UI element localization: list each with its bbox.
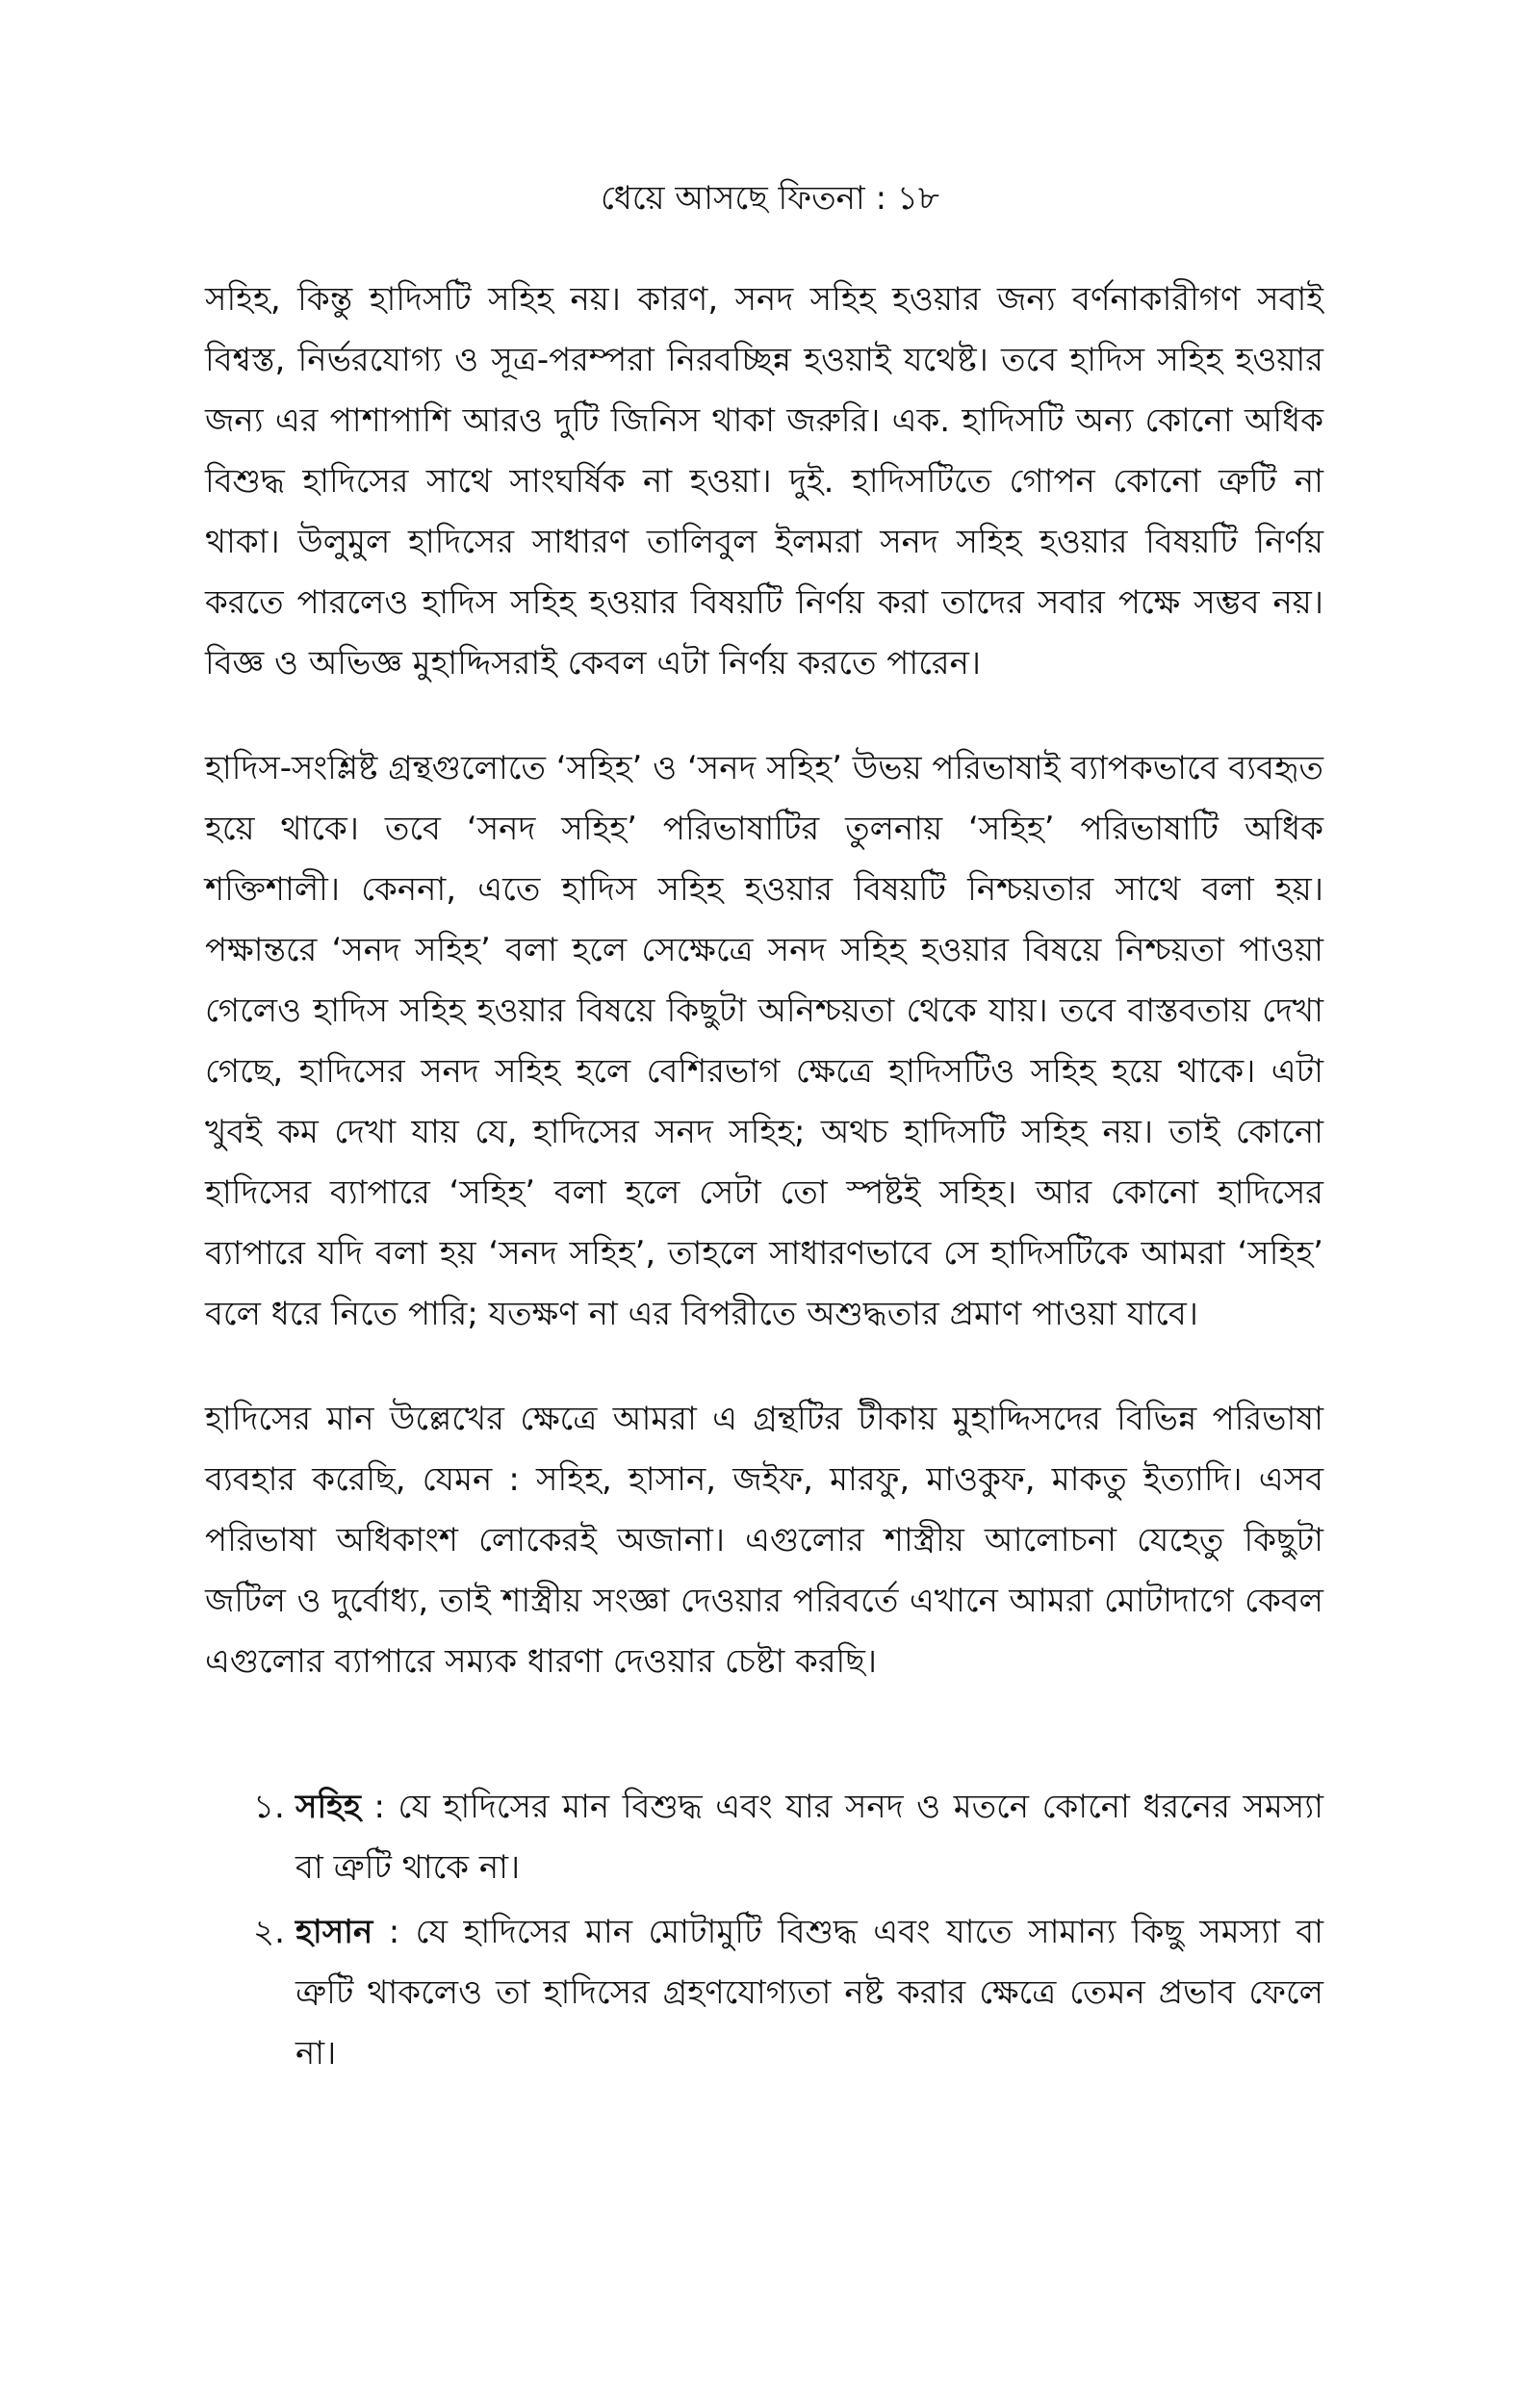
definition-separator: : — [360, 1788, 398, 1826]
body-paragraph: হাদিসের মান উল্লেখের ক্ষেত্রে আমরা এ গ্রন্থটির টীকায় মুহাদ্দিসদের বিভিন্ন পরিভাষা ব্যবহার করেছি, যেমন : সহিহ, হাসান, জইফ, মারফু, মাওকুফ, মাকতু ইত্যাদি। এসব পরিভাষা অধিকাংশ লোকেরই অজানা। এগুলোর শাস্ত্রীয় আলোচনা যেহেতু কিছুটা জটিল ও দুর্বোধ্য, তাই শাস্ত্রীয় সংজ্ঞা দেওয়ার পরিবর্তে এখানে আমরা মোটাদাগে কেবল এগুলোর ব্যাপারে সম্যক ধারণা দেওয়ার চেষ্টা করছি। — [205, 1400, 1323, 1681]
definition-text: যে হাদিসের মান মোটামুটি বিশুদ্ধ এবং যাতে সামান্য কিছু সমস্যা বা ত্রুটি থাকলেও তা হাদিসের গ্রহণযোগ্যতা নষ্ট করার ক্ষেত্রে তেমন প্রভাব ফেলে না। — [295, 1913, 1324, 2073]
running-header: ধেয়ে আসছে ফিতনা : ১৮ — [601, 179, 939, 218]
definition-term: হাসান — [295, 1913, 373, 1951]
body-paragraph: হাদিস-সংশ্লিষ্ট গ্রন্থগুলোতে ‘সহিহ’ ও ‘সনদ সহিহ’ উভয় পরিভাষাই ব্যাপকভাবে ব্যবহৃত হয়ে থাকে। তবে ‘সনদ সহিহ’ পরিভাষাটির তুলনায় ‘সহিহ’ পরিভাষাটি অধিক শক্তিশালী। কেননা, এতে হাদিস সহিহ হওয়ার বিষয়টি নিশ্চয়তার সাথে বলা হয়। পক্ষান্তরে ‘সনদ সহিহ’ বলা হলে সেক্ষেত্রে সনদ সহিহ হওয়ার বিষয়ে নিশ্চয়তা পাওয়া গেলেও হাদিস সহিহ হওয়ার বিষয়ে কিছুটা অনিশ্চয়তা থেকে যায়। তবে বাস্তবতায় দেখা গেছে, হাদিসের সনদ সহিহ হলে বেশিরভাগ ক্ষেত্রে হাদিসটিও সহিহ হয়ে থাকে। এটা খুবই কম দেখা যায় যে, হাদিসের সনদ সহিহ; অথচ হাদিসটি সহিহ নয়। তাই কোনো হাদিসের ব্যাপারে ‘সহিহ’ বলা হলে সেটা তো স্পষ্টই সহিহ। আর কোনো হাদিসের ব্যাপারে যদি বলা হয় ‘সনদ সহিহ’, তাহলে সাধারণভাবে সে হাদিসটিকে আমরা ‘সহিহ’ বলে ধরে নিতে পারি; যতক্ষণ না এর বিপরীতে অশুদ্ধতার প্রমাণ পাওয়া যাবে। — [205, 749, 1323, 1333]
definition-list — [205, 1777, 1323, 2084]
page-body — [205, 270, 1323, 2088]
definition-term: সহিহ — [295, 1788, 361, 1826]
body-paragraph: সহিহ, কিন্তু হাদিসটি সহিহ নয়। কারণ, সনদ সহিহ হওয়ার জন্য বর্ণনাকারীগণ সবাই বিশ্বস্ত, নির্ভরযোগ্য ও সূত্র-পরম্পরা নিরবচ্ছিন্ন হওয়াই যথেষ্ট। তবে হাদিস সহিহ হওয়ার জন্য এর পাশাপাশি আরও দুটি জিনিস থাকা জরুরি। এক. হাদিসটি অন্য কোনো অধিক বিশুদ্ধ হাদিসের সাথে সাংঘর্ষিক না হওয়া। দুই. হাদিসটিতে গোপন কোনো ত্রুটি না থাকা। উলুমুল হাদিসের সাধারণ তালিবুল ইলমরা সনদ সহিহ হওয়ার বিষয়টি নির্ণয় করতে পারলেও হাদিস সহিহ হওয়ার বিষয়টি নির্ণয় করা তাদের সবার পক্ষে সম্ভব নয়। বিজ্ঞ ও অভিজ্ঞ মুহাদ্দিসরাই কেবল এটা নির্ণয় করতে পারেন। — [205, 280, 1323, 683]
definition-text: যে হাদিসের মান বিশুদ্ধ এবং যার সনদ ও মতনে কোনো ধরনের সমস্যা বা ত্রুটি থাকে না। — [295, 1788, 1323, 1887]
definition-number: ১. — [253, 1788, 285, 1826]
definition-separator: : — [372, 1913, 416, 1951]
definition-number: ২. — [253, 1913, 285, 1951]
definition-item — [205, 1777, 1323, 1898]
definition-item — [205, 1902, 1323, 2084]
